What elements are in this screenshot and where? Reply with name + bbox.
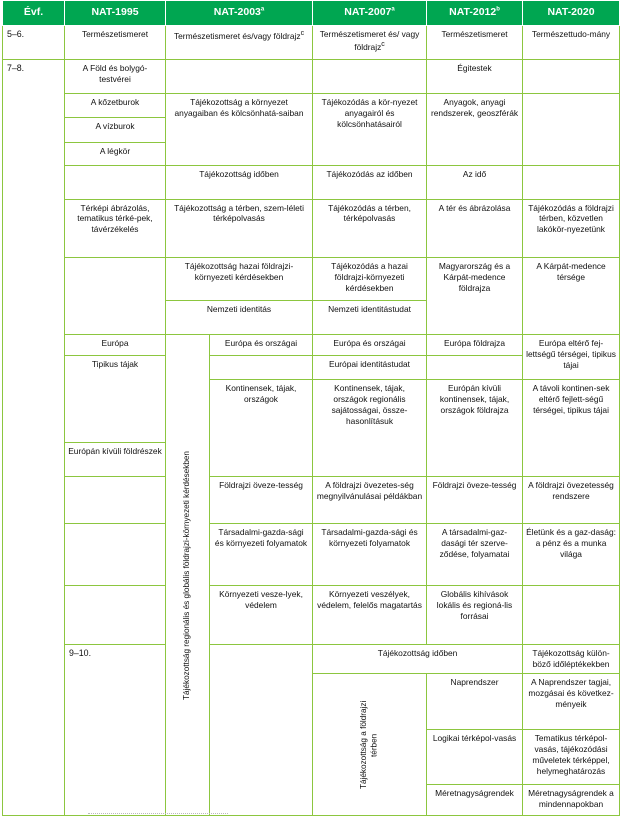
cell: Európán kívüli földrészek [65,442,166,476]
cell: Társadalmi-gazda-sági és környezeti folyamatok [210,523,313,586]
cell: A földrajzi övezetes-ség megnyilvánulásai példákban [313,477,427,524]
cell: Életünk és a gaz-daság: a pénz és a munka világa [523,523,620,586]
header-evf: Évf. [3,1,65,26]
cell: Természetismeret és/vagy földrajz$^c$ [166,26,313,59]
cell: Tájékozódás a térben, térképolvasás [313,199,427,258]
cell: A tér és ábrázolása [427,199,523,258]
cell [166,59,313,93]
cell: Globális kihívások lokális és regioná-lis forrásai [427,586,523,645]
cell: Tájékozottság külön-böző időléptékekben [523,645,620,674]
cell: Természetismeret és/ vagy földrajz$^c$ [313,26,427,59]
cell: A légkör [65,142,166,165]
cell: Társadalmi-gazda-sági és környezeti folyamatok [313,523,427,586]
grade-cell: 9–10. [65,645,166,816]
row-g78-2 [3,94,620,118]
cell: Tájékozódás a kör-nyezet anyagairól és kölcsönhatásairól [313,94,427,166]
vertical-label-space: Tájékozottság a földrajzi térben [313,674,427,816]
cell: Térképi ábrázolás, tematikus térké-pek, távérzékelés [65,199,166,258]
cell [523,94,620,166]
cell: Méretnagyságrendek a mindennapokban [523,785,620,816]
cell: Égitestek [427,59,523,93]
cell: Természetismeret [427,26,523,59]
row-g78-9 [3,335,620,355]
cell: Logikai térképol-vasás [427,729,523,785]
row-g78-7 [3,258,620,301]
cell: Európán kívüli kontinensek, tájak, országok földrajza [427,379,523,476]
cell [65,166,166,199]
cell [65,258,166,335]
cell [210,645,313,816]
cell: Tájékozottság időben [313,645,523,674]
cell [523,166,620,199]
cell: Tájékozottság a környezet anyagaiban és kölcsönhatá-saiban [166,94,313,166]
row-g78-14 [3,523,620,586]
cell [65,586,166,645]
cell [210,355,313,379]
curriculum-comparison-table [2,0,620,816]
cell: A földrajzi övezetesség rendszere [523,477,620,524]
cell: Tipikus tájak [65,355,166,442]
header-nat2020: NAT-2020 [523,1,620,26]
cell [523,586,620,645]
cell: Kontinensek, tájak, országok regionális sajátosságai, össze-hasonlításuk [313,379,427,476]
cell: Méretnagyságrendek [427,785,523,816]
cell: Európa eltérő fej-lettségű térségei, tipikus tájai [523,335,620,380]
header-nat2012: NAT-2012$^b$ [427,1,523,26]
cell: Európa [65,335,166,355]
cell: Európai identitástudat [313,355,427,379]
header-nat2003: NAT-2003$^a$ [166,1,313,26]
cell: Kontinensek, tájak, országok [210,379,313,476]
cell [65,523,166,586]
header-nat2007: NAT-2007$^a$ [313,1,427,26]
cell [427,355,523,379]
cell: Természettudo-mány [523,26,620,59]
cell: Környezeti veszélyek, védelem, felelős magatartás [313,586,427,645]
row-g78-15 [3,586,620,645]
cell: Földrajzi öveze-tesség [427,477,523,524]
cell: Nemzeti identitás [166,300,313,334]
cell: Európa földrajza [427,335,523,355]
cell: A társadalmi-gaz-dasági tér szerve-ződése, folyamatai [427,523,523,586]
cell: A Naprendszer tagjai, mozgásai és következ-ményeik [523,674,620,729]
row-g78-5 [3,166,620,199]
cell: Európa és országai [210,335,313,355]
cell: Tájékozottság hazai földrajzi-környezeti kérdésekben [166,258,313,301]
cell: A vízburok [65,118,166,142]
cell: Az idő [427,166,523,199]
cell: Tájékozottság a térben, szem-léleti térképolvasás [166,199,313,258]
cell: A Kárpát-medence térsége [523,258,620,335]
header-row [3,1,620,26]
cell: Környezeti vesze-lyek, védelem [210,586,313,645]
row-grade-56 [3,26,620,59]
cell: Tematikus térképol-vasás, tájékozódási műveletek térképpel, helymeghatározás [523,729,620,785]
cell: A távoli kontinen-sek eltérő fejlett-ségű térségei, tipikus tájai [523,379,620,476]
cell: Anyagok, anyagi rendszerek, geoszférák [427,94,523,166]
cell: Tájékozódás a földrajzi térben, közvetlen lakókör-nyezetünk [523,199,620,258]
vertical-label-regional: Tájékozottság regionális és globális földrajzi-környezeti kérdésekben [166,335,210,816]
grade-cell: 5–6. [3,26,65,59]
cell: Naprendszer [427,674,523,729]
cell: Tájékozottság időben [166,166,313,199]
grade-cell: 7–8. [3,59,65,815]
cell: Földrajzi öveze-tesség [210,477,313,524]
cell [523,59,620,93]
cell: Európa és országai [313,335,427,355]
header-nat1995: NAT-1995 [65,1,166,26]
cell: Nemzeti identitástudat [313,300,427,334]
cell: A kőzetburok [65,94,166,118]
row-g78-13 [3,477,620,524]
row-g910-1 [3,645,620,674]
cell: Tájékozódás az időben [313,166,427,199]
cell: Tájékozódás a hazai földrajzi-környezeti kérdésekben [313,258,427,301]
cell: A Föld és bolygó-testvérei [65,59,166,93]
cell [313,59,427,93]
row-g78-6 [3,199,620,258]
row-g78-1 [3,59,620,93]
cell: Természetismeret [65,26,166,59]
cell: Magyarország és a Kárpát-medence földrajza [427,258,523,335]
cell [65,477,166,524]
